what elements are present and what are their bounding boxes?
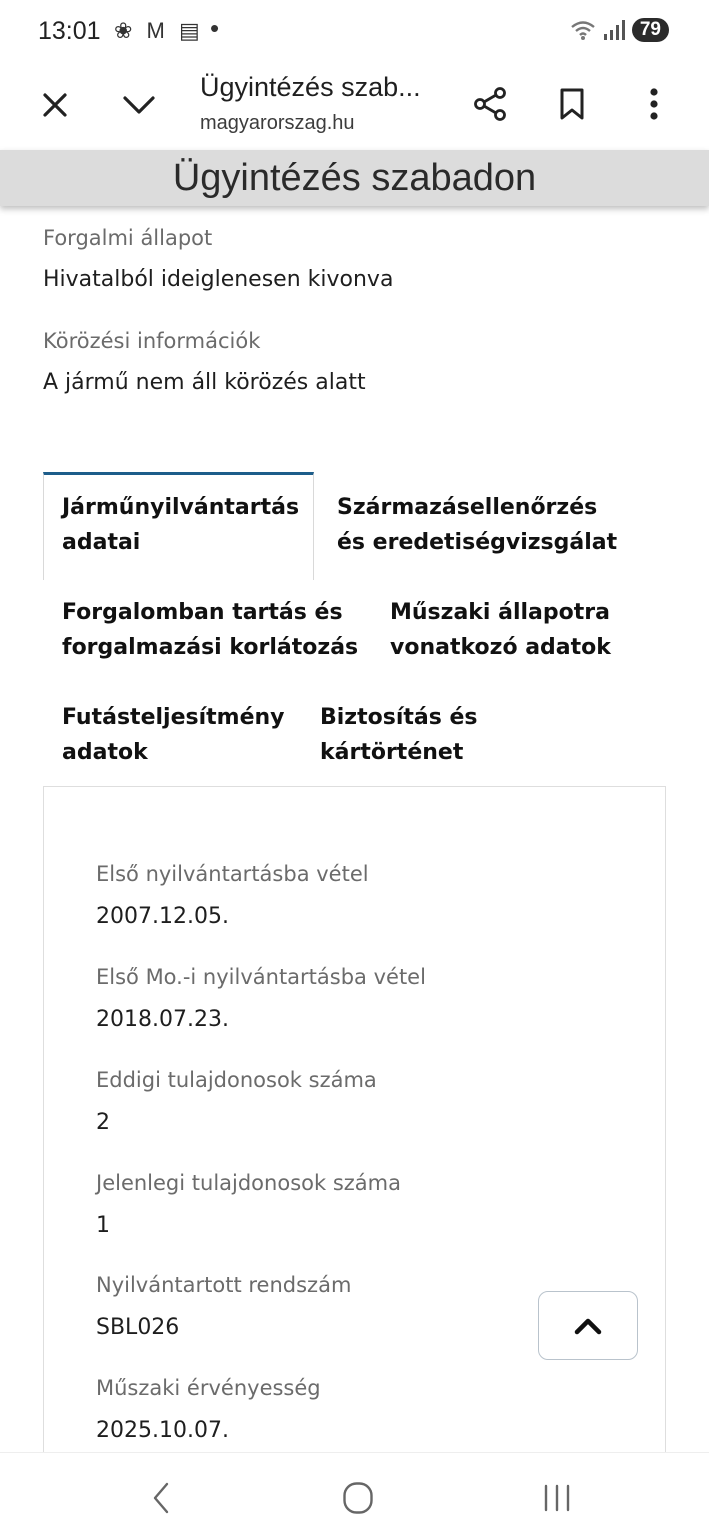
share-button[interactable] bbox=[464, 78, 516, 130]
browser-toolbar bbox=[0, 64, 709, 150]
close-icon bbox=[41, 91, 69, 119]
tab-label-line: adatai bbox=[62, 530, 141, 555]
tab-label-line: Forgalomban tartás és bbox=[62, 600, 343, 625]
tab-label-line: kártörténet bbox=[320, 740, 464, 765]
bookmark-button[interactable] bbox=[546, 78, 598, 130]
wifi-icon bbox=[570, 19, 596, 41]
chevron-down-icon bbox=[122, 94, 156, 116]
chevron-up-icon bbox=[573, 1316, 603, 1336]
tab-label-line: adatok bbox=[62, 740, 148, 765]
field-value: 2018.07.23. bbox=[96, 1007, 229, 1032]
tab-label-line: Származásellenőrzés bbox=[337, 495, 598, 520]
bookmark-icon bbox=[558, 87, 586, 121]
tab-label-line: forgalmazási korlátozás bbox=[62, 635, 359, 660]
battery-badge: 79 bbox=[632, 18, 669, 42]
notification-dot: • bbox=[210, 13, 220, 43]
page-title[interactable]: Ügyintézés szab... bbox=[200, 72, 421, 102]
tab-muszaki-allapot[interactable] bbox=[390, 595, 611, 665]
status-time: 13:01 bbox=[38, 17, 101, 45]
system-nav-bar bbox=[0, 1452, 709, 1537]
more-options-button[interactable] bbox=[628, 78, 680, 130]
tab-label-line: Műszaki állapotra bbox=[390, 600, 610, 625]
minimize-button[interactable] bbox=[114, 80, 164, 130]
field-label: Körözési információk bbox=[43, 329, 261, 353]
field-label: Eddigi tulajdonosok száma bbox=[96, 1068, 377, 1092]
more-vert-icon bbox=[649, 87, 659, 121]
home-nav-button[interactable] bbox=[333, 1473, 383, 1523]
status-bar bbox=[0, 0, 709, 64]
tab-jarmunyilvantartas[interactable] bbox=[62, 490, 299, 560]
page-domain[interactable]: magyarorszag.hu bbox=[200, 112, 355, 134]
field-label: Forgalmi állapot bbox=[43, 226, 213, 250]
home-nav-icon bbox=[342, 1481, 374, 1515]
field-label: Első Mo.-i nyilvántartásba vétel bbox=[96, 965, 426, 989]
field-label: Jelenlegi tulajdonosok száma bbox=[96, 1171, 401, 1195]
tab-label-line: Biztosítás és bbox=[320, 705, 478, 730]
field-value: Hivatalból ideiglenesen kivonva bbox=[43, 267, 394, 292]
tab-biztositas[interactable] bbox=[320, 700, 478, 770]
close-button[interactable] bbox=[30, 80, 80, 130]
field-value: SBL026 bbox=[96, 1315, 180, 1340]
notification-icons: ❀ M ▤ bbox=[114, 18, 204, 43]
recents-nav-button[interactable] bbox=[532, 1473, 582, 1523]
tab-forgalomban-tartas[interactable] bbox=[62, 595, 358, 665]
back-nav-icon bbox=[150, 1481, 172, 1515]
tab-label-line: Futásteljesítmény bbox=[62, 705, 285, 730]
tab-label-line: Járműnyilvántartás bbox=[62, 495, 300, 520]
back-nav-button[interactable] bbox=[136, 1473, 186, 1523]
field-label: Nyilvántartott rendszám bbox=[96, 1273, 352, 1297]
tab-szarmazasellenorzes[interactable] bbox=[337, 490, 617, 560]
tab-label-line: és eredetiségvizsgálat bbox=[337, 530, 618, 555]
field-label: Első nyilvántartásba vétel bbox=[96, 862, 369, 886]
page-banner: Ügyintézés szabadon bbox=[0, 150, 709, 206]
field-value: 2 bbox=[96, 1110, 110, 1135]
field-value: 1 bbox=[96, 1213, 110, 1238]
field-label: Műszaki érvényesség bbox=[96, 1376, 321, 1400]
field-value: 2025.10.07. bbox=[96, 1418, 229, 1443]
tab-label-line: vonatkozó adatok bbox=[390, 635, 611, 660]
share-icon bbox=[472, 86, 508, 122]
status-right bbox=[570, 18, 669, 42]
field-value: 2007.12.05. bbox=[96, 904, 229, 929]
recents-nav-icon bbox=[542, 1483, 572, 1513]
field-value: A jármű nem áll körözés alatt bbox=[43, 370, 366, 395]
tab-futasteljesitmeny[interactable] bbox=[62, 700, 285, 770]
signal-icon bbox=[602, 19, 626, 41]
scroll-to-top-button[interactable] bbox=[538, 1291, 638, 1360]
